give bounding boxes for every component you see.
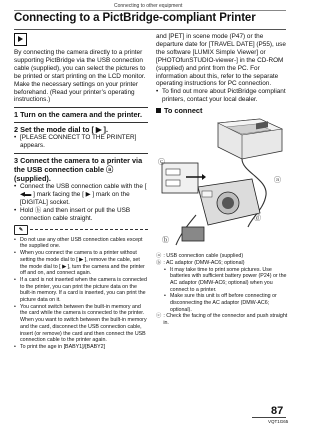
header-rule [14, 10, 286, 11]
step-3: 3 Connect the camera to a printer via the USB connection cable ⓐ (supplied). [14, 156, 143, 184]
label-a: ⓐ [274, 177, 281, 185]
divider [14, 122, 148, 123]
label-b: ⓑ [162, 237, 169, 245]
right-column [156, 33, 288, 327]
continued-text: and [PET] in scene mode (P47) or the departure date for [TRAVEL DATE] (P55), use the software [LUMIX Simple Viewer] or [PHOTOfunSTUDIO-viewer-] in the CD-ROM (supplied) and print from the PC. For information about this, refer to the separate operating instructions for PC connection. [156, 33, 286, 88]
note-item: • To print the age in [BABY1]/[BABY2] [14, 344, 148, 351]
caption-marker: ⓒ [156, 313, 162, 320]
page-number: 87 [271, 405, 284, 417]
caption-text: : AC adaptor (DMW-AC6; optional) [163, 259, 245, 266]
intro-text: By connecting the camera directly to a printer supporting PictBridge via the USB connection cable (supplied), you can select the pictures to be printed or start printing on the LCD monitor. Make the necessary settings on your printer beforehand. (Read your printer’s operating instructions.) [14, 49, 146, 104]
caption-marker: ⓐ [156, 253, 162, 260]
note-icon: ✎ [14, 225, 28, 235]
step-3-bullet: • Connect the USB connection cable with the [ ◀▬ ] mark facing the [ ▶ ] mark on the [DIGITAL] socket. [14, 183, 148, 207]
step-2-bullet: • [PLEASE CONNECT TO THE PRINTER] appears. [14, 134, 148, 150]
label-d: ⓓ [254, 215, 261, 223]
caption-a [156, 253, 288, 260]
printer-icon [218, 119, 282, 159]
divider [14, 153, 148, 154]
caption-b [156, 260, 288, 267]
footer-rule [252, 417, 286, 418]
step-3-bullet: • Hold ⓑ and then insert or pull the USB connection cable straight. [14, 207, 148, 223]
page-title: Connecting to a PictBridge-compliant Printer [14, 12, 256, 24]
dealer-bullet: • To find out more about PictBridge compliant printers, contact your local dealer. [156, 88, 288, 104]
label-c: ⓒ [158, 159, 165, 167]
caption-c [156, 313, 288, 326]
section-heading-text: To connect [164, 106, 203, 116]
playback-mode-icon [14, 33, 27, 46]
connector-panel [162, 163, 198, 193]
section-heading [156, 106, 288, 115]
title-rule [14, 29, 286, 30]
left-column [14, 33, 148, 351]
caption-text: : USB connection cable (supplied) [163, 253, 244, 260]
connection-illustration [156, 117, 288, 253]
divider [14, 107, 148, 108]
doc-code: VQT1G65 [268, 419, 289, 424]
note-item: • You cannot switch between the built-in memory and the card while the camera is connected to the printer. When you want to switch between the built-in memory and the card, disconnect the USB connection cable, insert (or remove) the card and then connect the USB connection cable to the printer again. [14, 304, 148, 344]
caption-marker: ⓑ [156, 259, 162, 266]
caption-bullet: • Make sure this unit is off before connecting or disconnecting the AC adaptor (DMW-AC6; optional). [164, 293, 288, 313]
printer-camera-diagram [156, 117, 288, 253]
step-1: 1 Turn on the camera and the printer. [14, 110, 142, 120]
square-bullet-icon [156, 108, 161, 113]
caption-text: : Check the facing of the connector and push straight in. [163, 313, 288, 327]
note-dashed-rule [14, 225, 148, 235]
note-item: • When you connect the camera to a printer without setting the mode dial to [ ▶ ], remove the cable, set the mode dial to [ ▶ ], turn the camera and the printer off and on, and connect again. [14, 250, 148, 277]
page-header-label: Connecting to other equipment [114, 3, 183, 9]
note-item: • If a card is not inserted when the camera is connected to the printer, you can print the picture data on the built-in memory. If a card is inserted, you can print the picture data on it. [14, 277, 148, 304]
ac-adaptor-icon [182, 227, 204, 241]
camera-icon [198, 179, 260, 225]
note-item: • Do not use any other USB connection cables except the supplied one. [14, 237, 148, 250]
step-2: 2 Set the mode dial to [ ▶ ]. [14, 125, 108, 135]
caption-bullet: • It may take time to print some pictures. Use batteries with sufficient battery power (P24) or the AC adaptor (DMW-AC6; optional) when you connect to a printer. [164, 267, 288, 294]
